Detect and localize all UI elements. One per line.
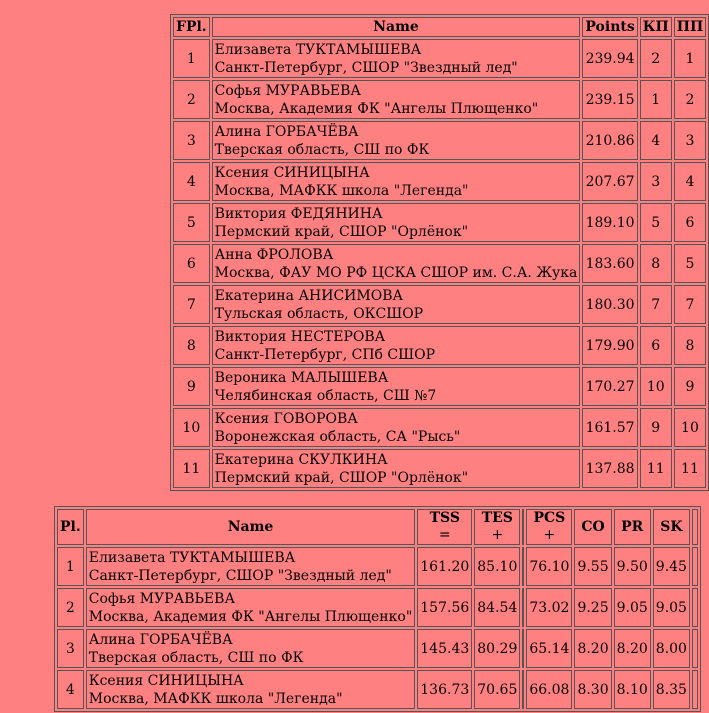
athlete-club: Санкт-Петербург, СШОР "Звездный лед": [88, 567, 392, 584]
header-pr: PR: [614, 509, 651, 545]
athlete-cell: [86, 629, 416, 668]
athlete-name: Екатерина АНИСИМОВА: [214, 287, 404, 304]
spacer-cell: [522, 670, 524, 709]
athlete-cell: [212, 80, 581, 119]
athlete-club: Москва, ФАУ МО РФ ЦСКА СШОР им. С.А. Жука: [214, 264, 578, 281]
points-cell: 183.60: [582, 244, 637, 283]
points-cell: 179.90: [582, 326, 637, 365]
tes-cell: 85.10: [474, 547, 520, 586]
pcs-cell: 66.08: [526, 670, 572, 709]
points-cell: 210.86: [582, 121, 637, 160]
athlete-club: Санкт-Петербург, СПб СШОР: [214, 346, 436, 363]
overall-results-table: [170, 14, 709, 491]
short-program-place-cell: 3: [640, 162, 672, 201]
header-place: Pl.: [57, 509, 84, 545]
tss-cell: 145.43: [417, 629, 472, 668]
co-cell: 8.20: [574, 629, 611, 668]
header-tss: [417, 509, 472, 545]
athlete-cell: [212, 39, 581, 78]
co-cell: 8.30: [574, 670, 611, 709]
points-cell: 170.27: [582, 367, 637, 406]
place-cell: 11: [173, 449, 210, 488]
place-cell: 2: [57, 588, 84, 627]
athlete-cell: [86, 547, 416, 586]
athlete-name: Виктория НЕСТЕРОВА: [214, 328, 386, 345]
place-cell: 7: [173, 285, 210, 324]
free-program-place-cell: 11: [674, 449, 706, 488]
cutoff-cell: [692, 629, 698, 668]
pcs-cell: 76.10: [526, 547, 572, 586]
place-cell: 4: [57, 670, 84, 709]
table-row: [57, 670, 698, 709]
sk-cell: 8.35: [653, 670, 690, 709]
athlete-name: Софья МУРАВЬЕВА: [214, 82, 361, 99]
table-row: [173, 80, 706, 119]
sk-cell: 9.45: [653, 547, 690, 586]
short-program-place-cell: 1: [640, 80, 672, 119]
athlete-cell: [212, 203, 581, 242]
table-row: [57, 588, 698, 627]
header-tss-label: TSS: [429, 510, 460, 526]
table-header-row: [173, 17, 706, 37]
short-program-place-cell: 10: [640, 367, 672, 406]
header-short-program: КП: [640, 17, 672, 37]
athlete-club: Москва, МАФКК школа "Легенда": [88, 690, 343, 707]
athlete-club: Тверская область, СШ по ФК: [88, 649, 304, 666]
header-free-program: ПП: [674, 17, 706, 37]
tes-cell: 70.65: [474, 670, 520, 709]
athlete-club: Пермский край, СШОР "Орлёнок": [214, 223, 469, 240]
header-cutoff: [692, 509, 698, 545]
free-program-place-cell: 3: [674, 121, 706, 160]
athlete-name: Виктория ФЕДЯНИНА: [214, 205, 383, 222]
table-row: [173, 162, 706, 201]
free-program-place-cell: 5: [674, 244, 706, 283]
header-tes-label: TES: [481, 510, 513, 526]
header-tes-sub: +: [491, 527, 504, 543]
athlete-cell: [212, 244, 581, 283]
cutoff-cell: [692, 670, 698, 709]
header-name: Name: [212, 17, 581, 37]
short-program-place-cell: 11: [640, 449, 672, 488]
free-program-place-cell: 2: [674, 80, 706, 119]
short-program-place-cell: 5: [640, 203, 672, 242]
short-program-place-cell: 6: [640, 326, 672, 365]
place-cell: 4: [173, 162, 210, 201]
place-cell: 3: [173, 121, 210, 160]
short-program-place-cell: 9: [640, 408, 672, 447]
place-cell: 1: [173, 39, 210, 78]
tes-cell: 84.54: [474, 588, 520, 627]
athlete-cell: [212, 326, 581, 365]
athlete-club: Санкт-Петербург, СШОР "Звездный лед": [214, 59, 518, 76]
table-header-row: [57, 509, 698, 545]
place-cell: 5: [173, 203, 210, 242]
header-spacer: [522, 509, 524, 545]
athlete-cell: [212, 162, 581, 201]
short-program-place-cell: 8: [640, 244, 672, 283]
table-row: [173, 244, 706, 283]
short-program-place-cell: 4: [640, 121, 672, 160]
athlete-club: Тульская область, ОКСШОР: [214, 305, 424, 322]
tss-cell: 136.73: [417, 670, 472, 709]
spacer-cell: [522, 547, 524, 586]
free-program-details-table: [54, 506, 701, 712]
athlete-name: Ксения СИНИЦЫНА: [88, 672, 244, 689]
table-row: [173, 367, 706, 406]
tes-cell: 80.29: [474, 629, 520, 668]
table-row: [173, 203, 706, 242]
pcs-cell: 65.14: [526, 629, 572, 668]
spacer-cell: [522, 588, 524, 627]
pcs-cell: 73.02: [526, 588, 572, 627]
short-program-place-cell: 2: [640, 39, 672, 78]
athlete-name: Вероника МАЛЫШЕВА: [214, 369, 389, 386]
athlete-name: Елизавета ТУКТАМЫШЕВА: [88, 549, 296, 566]
athlete-cell: [212, 367, 581, 406]
header-pcs: [526, 509, 572, 545]
athlete-cell: [212, 408, 581, 447]
pr-cell: 8.20: [614, 629, 651, 668]
table-row: [173, 121, 706, 160]
athlete-cell: [86, 588, 416, 627]
table-row: [57, 547, 698, 586]
place-cell: 10: [173, 408, 210, 447]
free-program-place-cell: 9: [674, 367, 706, 406]
free-program-place-cell: 8: [674, 326, 706, 365]
place-cell: 2: [173, 80, 210, 119]
athlete-name: Софья МУРАВЬЕВА: [88, 590, 236, 607]
free-program-place-cell: 1: [674, 39, 706, 78]
table-row: [57, 629, 698, 668]
points-cell: 180.30: [582, 285, 637, 324]
spacer-cell: [522, 629, 524, 668]
athlete-name: Анна ФРОЛОВА: [214, 246, 334, 263]
table-row: [173, 408, 706, 447]
place-cell: 6: [173, 244, 210, 283]
athlete-club: Пермский край, СШОР "Орлёнок": [214, 469, 469, 486]
header-points: Points: [582, 17, 637, 37]
free-program-place-cell: 6: [674, 203, 706, 242]
athlete-club: Москва, Академия ФК "Ангелы Плющенко": [214, 100, 539, 117]
place-cell: 9: [173, 367, 210, 406]
athlete-club: Челябинская область, СШ №7: [214, 387, 437, 404]
header-pcs-sub: +: [543, 527, 556, 543]
header-tss-sub: =: [438, 527, 451, 543]
tss-cell: 157.56: [417, 588, 472, 627]
free-program-place-cell: 7: [674, 285, 706, 324]
points-cell: 137.88: [582, 449, 637, 488]
table-row: [173, 285, 706, 324]
header-sk: SK: [653, 509, 690, 545]
header-co: CO: [574, 509, 611, 545]
table-row: [173, 326, 706, 365]
athlete-club: Тверская область, СШ по ФК: [214, 141, 430, 158]
athlete-name: Екатерина СКУЛКИНА: [214, 451, 388, 468]
athlete-name: Ксения ГОВОРОВА: [214, 410, 358, 427]
pr-cell: 9.05: [614, 588, 651, 627]
sk-cell: 9.05: [653, 588, 690, 627]
athlete-club: Москва, Академия ФК "Ангелы Плющенко": [88, 608, 413, 625]
athlete-club: Москва, МАФКК школа "Легенда": [214, 182, 469, 199]
athlete-name: Алина ГОРБАЧЁВА: [88, 631, 233, 648]
pr-cell: 8.10: [614, 670, 651, 709]
place-cell: 8: [173, 326, 210, 365]
athlete-cell: [212, 449, 581, 488]
free-program-place-cell: 10: [674, 408, 706, 447]
table-row: [173, 449, 706, 488]
athlete-name: Алина ГОРБАЧЁВА: [214, 123, 359, 140]
header-tes: [474, 509, 520, 545]
athlete-cell: [86, 670, 416, 709]
co-cell: 9.55: [574, 547, 611, 586]
place-cell: 3: [57, 629, 84, 668]
athlete-club: Воронежская область, СА "Рысь": [214, 428, 461, 445]
athlete-name: Елизавета ТУКТАМЫШЕВА: [214, 41, 422, 58]
table-row: [173, 39, 706, 78]
header-name: Name: [86, 509, 416, 545]
co-cell: 9.25: [574, 588, 611, 627]
points-cell: 161.57: [582, 408, 637, 447]
cutoff-cell: [692, 547, 698, 586]
header-pcs-label: PCS: [533, 510, 566, 526]
points-cell: 239.15: [582, 80, 637, 119]
tss-cell: 161.20: [417, 547, 472, 586]
free-program-place-cell: 4: [674, 162, 706, 201]
pr-cell: 9.50: [614, 547, 651, 586]
short-program-place-cell: 7: [640, 285, 672, 324]
place-cell: 1: [57, 547, 84, 586]
points-cell: 239.94: [582, 39, 637, 78]
header-place: FPl.: [173, 17, 210, 37]
cutoff-cell: [692, 588, 698, 627]
athlete-cell: [212, 121, 581, 160]
athlete-name: Ксения СИНИЦЫНА: [214, 164, 370, 181]
athlete-cell: [212, 285, 581, 324]
points-cell: 207.67: [582, 162, 637, 201]
points-cell: 189.10: [582, 203, 637, 242]
sk-cell: 8.00: [653, 629, 690, 668]
